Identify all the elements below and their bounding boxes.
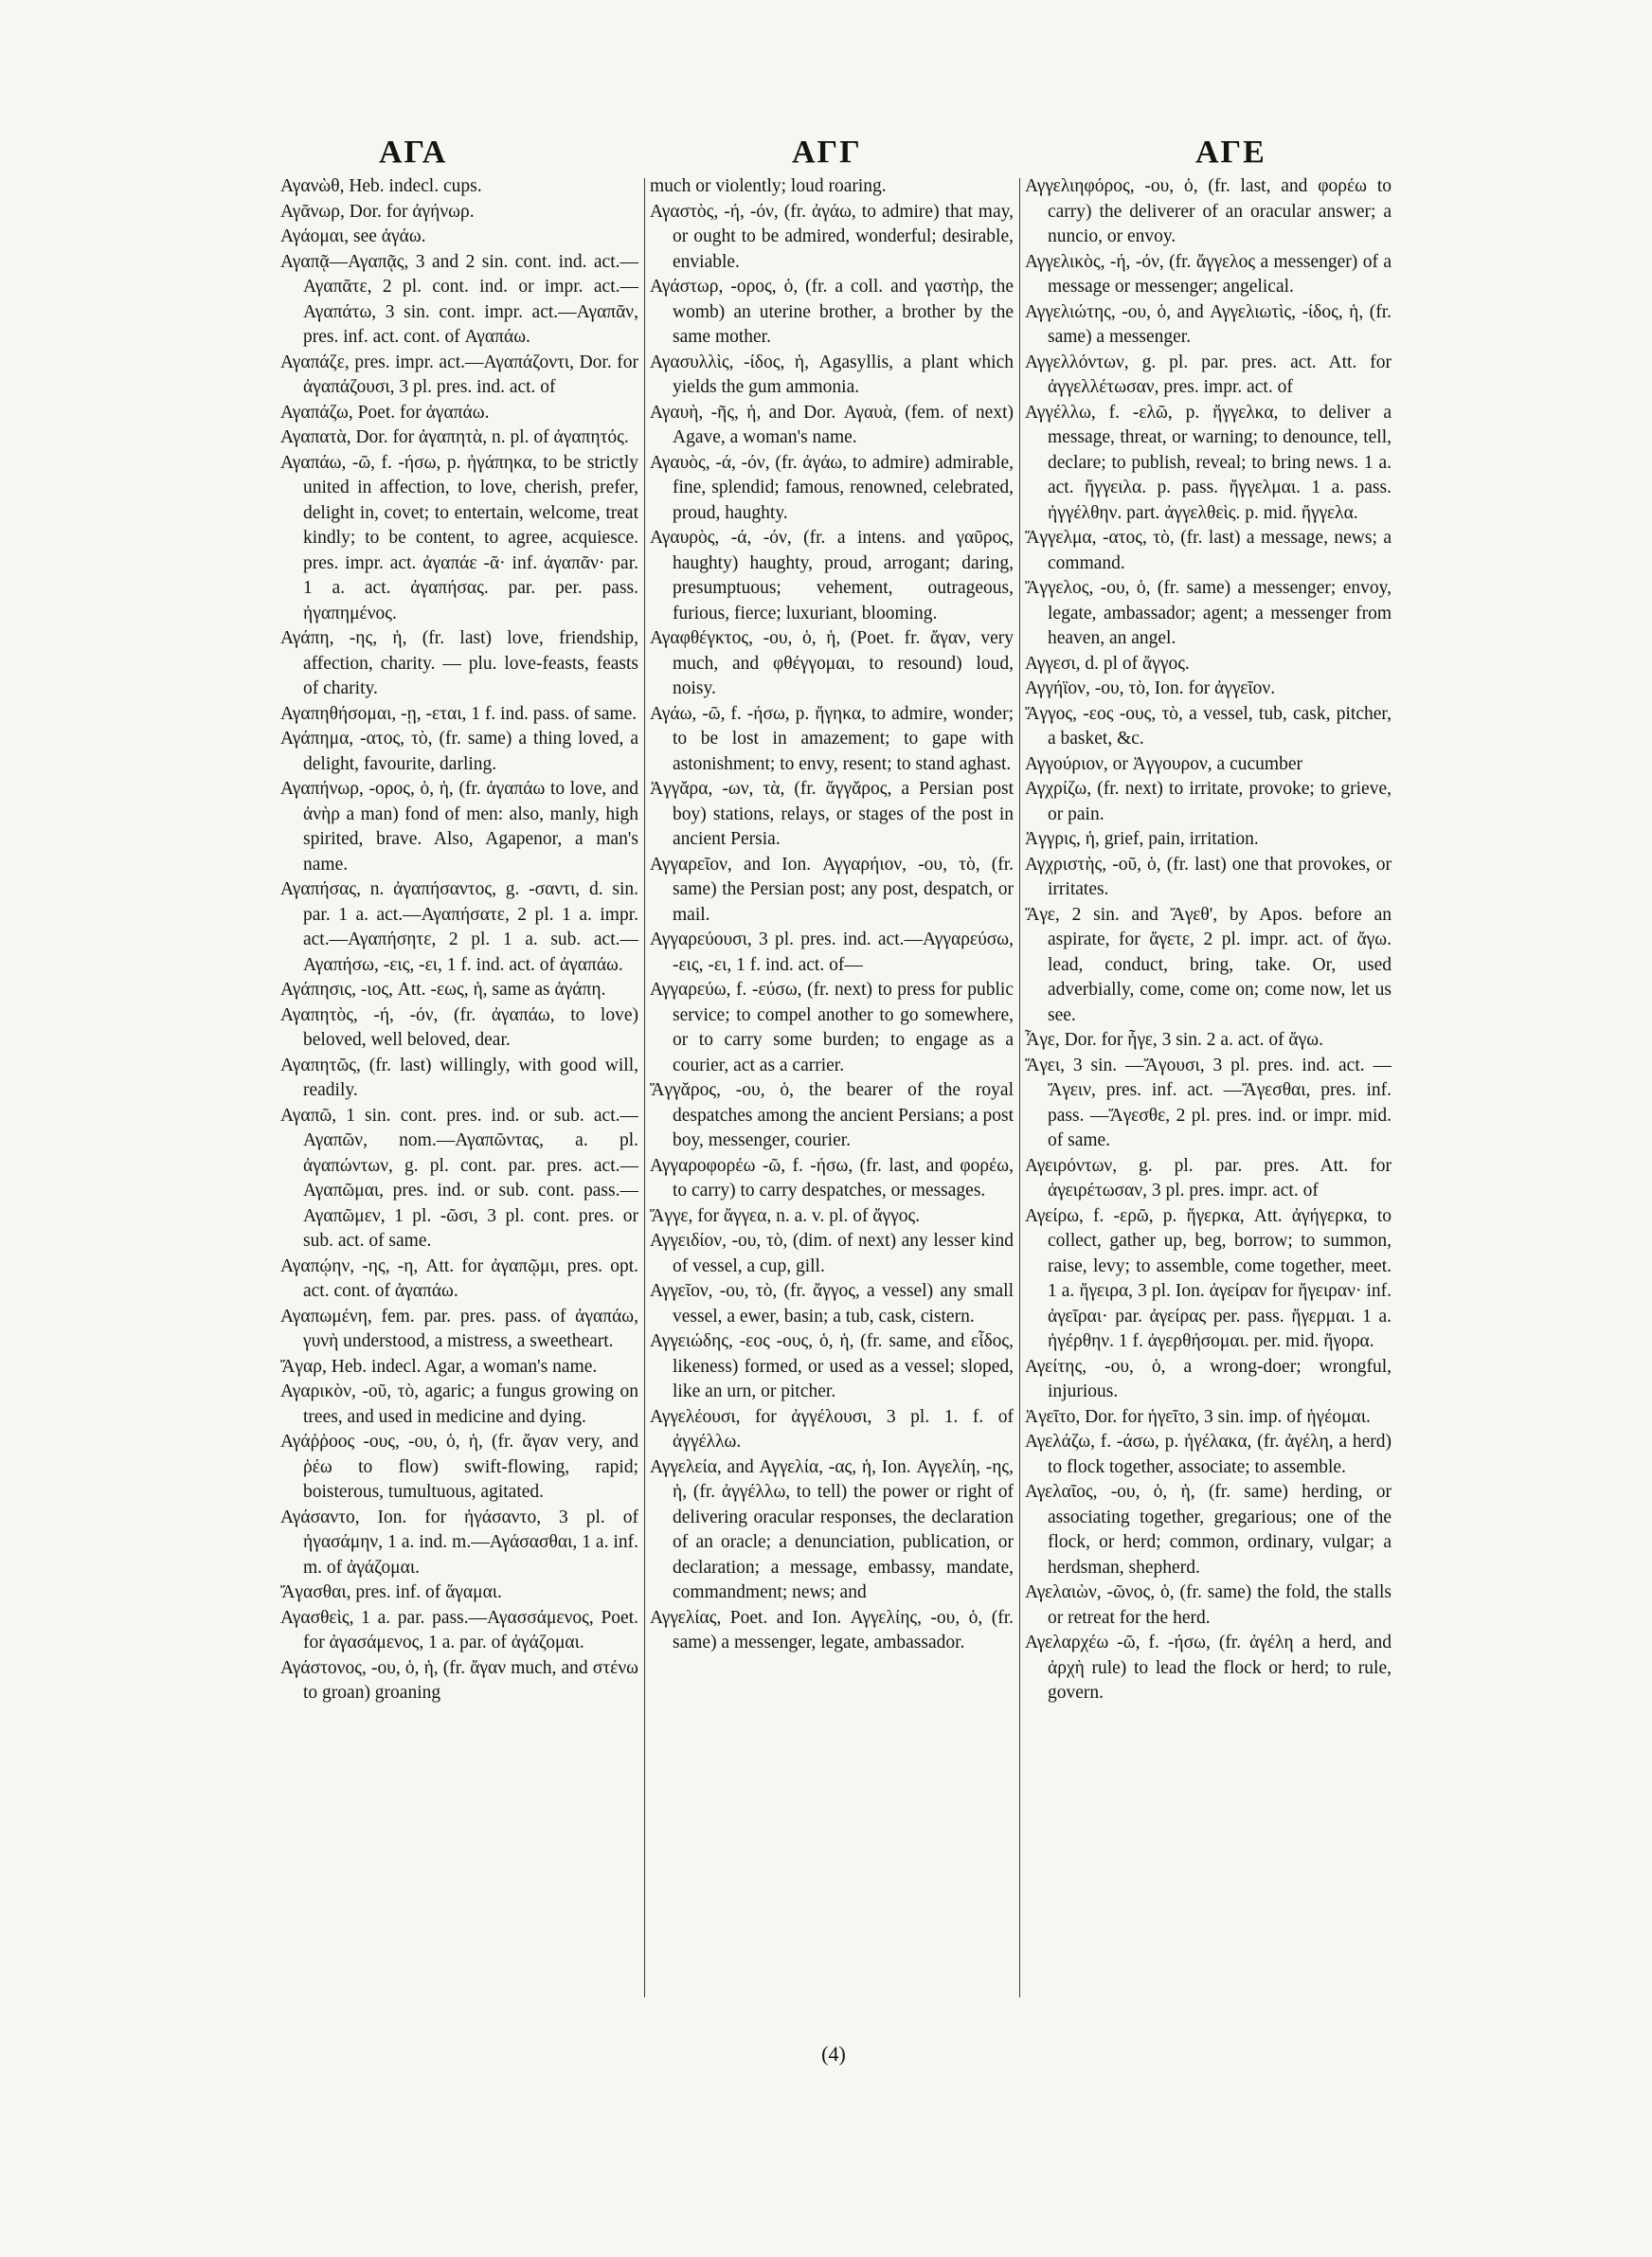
dictionary-entry: Αγάομαι, see ἀγάω. [280, 226, 426, 246]
column-right [1025, 174, 1392, 2036]
dictionary-entry: Αγγελλόντων, g. pl. par. pres. act. Att. for ἀγγελλέτωσαν, pres. impr. act. of [1025, 352, 1392, 397]
dictionary-entry: Αγγειδίον, -ου, τὸ, (dim. of next) any lesser kind of vessel, a cup, gill. [650, 1231, 1014, 1276]
dictionary-entry: Αγγαρεύουσι, 3 pl. pres. ind. act.—Αγγαρεύσω, -εις, -ει, 1 f. ind. act. of— [650, 930, 1014, 975]
running-header-center: ΑΓΓ [792, 135, 862, 170]
dictionary-entry: Αγχριστὴς, -οῦ, ὁ, (fr. last) one that provokes, or irritates. [1025, 854, 1392, 899]
dictionary-entry: much or violently; loud roaring. [650, 176, 887, 196]
dictionary-entry: Αγασυλλὶς, -ίδος, ἡ, Agasyllis, a plant which yields the gum ammonia. [650, 352, 1014, 397]
dictionary-entry: Αγάπησις, -ιος, Att. -εως, ἡ, same as ἀγάπη. [280, 980, 606, 1000]
dictionary-entry: Αγαπατὰ, Dor. for ἀγαπητὰ, n. pl. of ἀγαπητός. [280, 427, 629, 447]
dictionary-entry: Αγάῤῥοος -ους, -ου, ὁ, ἡ, (fr. ἄγαν very, and ῥέω to flow) swift-flowing, rapid; boisterous, tumultuous, agitated. [280, 1432, 638, 1502]
dictionary-entry: Αγανὼθ, Heb. indecl. cups. [280, 176, 482, 196]
dictionary-entry: Αγαπωμένη, fem. par. pres. pass. of ἀγαπάω, γυνὴ understood, a mistress, a sweetheart. [280, 1306, 638, 1351]
dictionary-entry: Αγγούριον, or Ἀγγουρον, a cucumber [1025, 753, 1302, 774]
dictionary-entry: Αγγεῖον, -ου, τὸ, (fr. ἄγγος, a vessel) any small vessel, a ewer, basin; a tub, cask, cistern. [650, 1281, 1014, 1327]
dictionary-entry: Αγείτης, -ου, ὁ, a wrong-doer; wrongful, injurious. [1025, 1356, 1392, 1401]
dictionary-entry: Αγγελιηφόρος, -ου, ὁ, (fr. last, and φορέω to carry) the deliverer of an oracular answer; a nuncio, or envoy. [1025, 176, 1392, 246]
dictionary-entry: Αγείρω, f. -ερῶ, p. ἤγερκα, Att. ἀγήγερκα, to collect, gather up, beg, borrow; to summon, raise, levy; to assemble, come together, meet. 1 a. ἤγειρα, 3 pl. Ion. ἀγείραν for ἤγειραν· inf. ἀγεῖραι· par. ἀγείρας per. pass. ἤγερμαι. 1 a. ἠγέρθην. 1 f. ἀγερθήσομαι. per. mid. ἤγορα. [1025, 1205, 1392, 1351]
dictionary-entry: Αγαπήνωρ, -ορος, ὁ, ἡ, (fr. ἀγαπάω to love, and ἀνὴρ a man) fond of men: also, manly, high spirited, brave. Also, Agapenor, a man's name. [280, 779, 638, 875]
dictionary-entry: Ἄγγος, -εος -ους, τὸ, a vessel, tub, cask, pitcher, a basket, &c. [1025, 703, 1392, 749]
dictionary-entry: Αγαρικὸν, -οῦ, τὸ, agaric; a fungus growing on trees, and used in medicine and dying. [280, 1381, 638, 1427]
dictionary-entry: Αγγήϊον, -ου, τὸ, Ion. for ἀγγεῖον. [1025, 678, 1276, 698]
dictionary-entry: Αγγαρεύω, f. -εύσω, (fr. next) to press for public service; to compel another to go somewhere, or to carry some burden; to engage as a courier, act as a carrier. [650, 980, 1014, 1075]
dictionary-entry: Αγαπάζε, pres. impr. act.—Αγαπάζοντι, Dor. for ἀγαπάζουσι, 3 pl. pres. ind. act. of [280, 352, 638, 397]
dictionary-entry: Αγαπάζω, Poet. for ἀγαπάω. [280, 402, 490, 423]
dictionary-entry: Αγαπητὸς, -ή, -όν, (fr. ἀγαπάω, to love) beloved, well beloved, dear. [280, 1004, 638, 1050]
dictionary-entry: Ἆγε, Dor. for ἦγε, 3 sin. 2 a. act. of ἄγω. [1025, 1030, 1323, 1050]
dictionary-entry: Αγγέλλω, f. -ελῶ, p. ἤγγελκα, to deliver a message, threat, or warning; to denounce, tell, declare; to publish, reveal; to bring news. 1 a. act. ἤγγειλα. p. pass. ἤγγελμαι. 1 a. pass. ἠγγέλθην. part. ἀγγελθεὶς. p. mid. ἤγγελα. [1025, 402, 1392, 523]
dictionary-entry: Αγαφθέγκτος, -ου, ὁ, ἡ, (Poet. fr. ἄγαν, very much, and φθέγγομαι, to resound) loud, noisy. [650, 628, 1014, 698]
running-header-right: ΑΓΕ [1195, 135, 1266, 170]
dictionary-entry: Ἀγγρις, ἡ, grief, pain, irritation. [1025, 829, 1259, 849]
dictionary-entry: Αγαυρὸς, -ά, -όν, (fr. a intens. and γαῦρος, haughty) haughty, proud, arrogant; daring, presumptuous; vehement, outrageous, furious, fierce; luxuriant, blooming. [650, 528, 1014, 623]
dictionary-entry: Αγελαῖος, -ου, ὁ, ἡ, (fr. same) herding, or associating together, gregarious; one of the flock, or herd; common, ordinary, vulgar; a herdsman, shepherd. [1025, 1482, 1392, 1578]
dictionary-entry: Ἄγε, 2 sin. and Ἄγεθ', by Apos. before an aspirate, for ἄγετε, 2 pl. impr. act. of ἄγω. lead, conduct, bring, take. Or, used adverbially, come, come on; come now, let us see. [1025, 904, 1392, 1025]
dictionary-entry: Αγγειώδης, -εος -ους, ὁ, ἡ, (fr. same, and εἶδος, likeness) formed, or used as a vessel; sloped, like an urn, or pitcher. [650, 1331, 1014, 1401]
dictionary-entry: Ἄγγᾰρος, -ου, ὁ, the bearer of the royal despatches among the ancient Persians; a post boy, messenger, courier. [650, 1080, 1014, 1150]
dictionary-entry: Αγάπημα, -ατος, τὸ, (fr. same) a thing loved, a delight, favourite, darling. [280, 729, 638, 774]
dictionary-entry: Αγγελιώτης, -ου, ὁ, and Αγγελιωτὶς, -ίδος, ἡ, (fr. same) a messenger. [1025, 301, 1392, 347]
dictionary-entry: Αγαστὸς, -ή, -όν, (fr. ἀγάω, to admire) that may, or ought to be admired, wonderful; desirable, enviable. [650, 201, 1014, 272]
dictionary-entry: Αγαπῴην, -ης, -η, Att. for ἀγαπῷμι, pres. opt. act. cont. of ἀγαπάω. [280, 1255, 638, 1301]
column-rule [1019, 178, 1020, 1997]
dictionary-entry: Αγγελίας, Poet. and Ion. Αγγελίης, -ου, ὁ, (fr. same) a messenger, legate, ambassador. [650, 1607, 1014, 1652]
dictionary-entry: Αγάσαντο, Ion. for ἠγάσαντο, 3 pl. of ἠγασάμην, 1 a. ind. m.—Αγάσασθαι, 1 a. inf. m. of ἀγάζομαι. [280, 1507, 638, 1578]
dictionary-entry: Αγγεσι, d. pl of ἄγγος. [1025, 653, 1190, 674]
dictionary-entry: Αγγελεία, and Αγγελία, -ας, ἡ, Ion. Αγγελίη, -ης, ἡ, (fr. ἀγγέλλω, to tell) the power or right of delivering oracular responses, the declaration of an oracle; a denunciation, publication, or declaration; a message, embassy, mandate, commandment; news; and [650, 1456, 1014, 1602]
dictionary-entry: Αγελαιὼν, -ῶνος, ὁ, (fr. same) the fold, the stalls or retreat for the herd. [1025, 1582, 1392, 1628]
dictionary-entry: Αγγελικὸς, -ή, -όν, (fr. ἄγγελος a messenger) of a message or messenger; angelical. [1025, 251, 1392, 297]
dictionary-entry: Αγαυὴ, -ῆς, ἡ, and Dor. Αγαυὰ, (fem. of next) Agave, a woman's name. [650, 402, 1014, 447]
running-header-left: ΑΓΑ [379, 135, 448, 170]
dictionary-entry: Αγασθεὶς, 1 a. par. pass.—Αγασσάμενος, Poet. for ἀγασάμενος, 1 a. par. of ἀγάζομαι. [280, 1607, 638, 1652]
dictionary-entry: Ἄγασθαι, pres. inf. of ἄγαμαι. [280, 1582, 502, 1602]
dictionary-entry: Αγελάζω, f. -άσω, p. ἠγέλακα, (fr. ἀγέλη, a herd) to flock together, associate; to assemble. [1025, 1432, 1392, 1477]
dictionary-entry: Αγελαρχέω -ῶ, f. -ήσω, (fr. ἀγέλη a herd, and ἀρχὴ rule) to lead the flock or herd; to rule, govern. [1025, 1633, 1392, 1703]
column-rule [644, 178, 645, 1997]
page-number: (4) [821, 2042, 846, 2066]
dictionary-entry: Αγαπήσας, n. ἀγαπήσαντος, g. -σαντι, d. sin. par. 1 a. act.—Αγαπήσατε, 2 pl. 1 a. impr. act.—Αγαπήσητε, 2 pl. 1 a. sub. act.—Αγαπήσω, -εις, -ει, 1 f. ind. act. of ἀγαπάω. [280, 879, 638, 975]
dictionary-entry: Ἄγει, 3 sin. —Ἄγουσι, 3 pl. pres. ind. act. —Ἄγειν, pres. inf. act. —Ἄγεσθαι, pres. inf. pass. —Ἄγεσθε, 2 pl. pres. ind. or impr. mid. of same. [1025, 1055, 1392, 1150]
dictionary-entry: Αγαπᾷ—Αγαπᾷς, 3 and 2 sin. cont. ind. act.—Αγαπᾶτε, 2 pl. cont. ind. or impr. act.—Αγαπάτω, 3 sin. cont. impr. act.—Αγαπᾶν, pres. inf. act. cont. of Αγαπάω. [280, 251, 638, 347]
column-middle [650, 174, 1014, 2036]
dictionary-entry: Ἄγαρ, Heb. indecl. Agar, a woman's name. [280, 1356, 598, 1377]
dictionary-entry: Αγάστονος, -ου, ὁ, ἡ, (fr. ἄγαν much, and στένω to groan) groaning [280, 1657, 638, 1703]
dictionary-entry: Αγαπητῶς, (fr. last) willingly, with good will, readily. [280, 1055, 638, 1100]
dictionary-entry: Αγγαρεῖον, and Ion. Αγγαρήιον, -ου, τὸ, (fr. same) the Persian post; any post, despatch, or mail. [650, 854, 1014, 925]
dictionary-entry: Αγαπάω, -ῶ, f. -ήσω, p. ἠγάπηκα, to be strictly united in affection, to love, cherish, prefer, delight in, covet; to entertain, welcome, treat kindly; to be content, to agree, acquiesce. pres. impr. act. ἀγαπάε -ᾶ· inf. ἀγαπᾶν· par. 1 a. act. ἀγαπήσας. par. per. pass. ἠγαπημένος. [280, 452, 638, 623]
dictionary-entry: Ἄγγελος, -ου, ὁ, (fr. same) a messenger; envoy, legate, ambassador; agent; a messenger from heaven, an angel. [1025, 578, 1392, 648]
dictionary-entry: Αγᾶνωρ, Dor. for ἀγήνωρ. [280, 201, 475, 222]
dictionary-entry: Αγγαροφορέω -ῶ, f. -ήσω, (fr. last, and φορέω, to carry) to carry despatches, or messages. [650, 1155, 1014, 1201]
dictionary-entry: Αγάω, -ῶ, f. -ήσω, p. ἤγηκα, to admire, wonder; to be lost in amazement; to gape with astonishment; to envy, resent; to stand aghast. [650, 703, 1014, 774]
dictionary-entry: Αγάπη, -ης, ἡ, (fr. last) love, friendship, affection, charity. — plu. love-feasts, feasts of charity. [280, 628, 638, 698]
dictionary-entry: Αγάστωρ, -ορος, ὁ, (fr. a coll. and γαστὴρ, the womb) an uterine brother, a brother by the same mother. [650, 277, 1014, 347]
column-left [280, 174, 638, 2036]
dictionary-entry: Ἄγγελμα, -ατος, τὸ, (fr. last) a message, news; a command. [1025, 528, 1392, 573]
dictionary-entry: Ἀγγᾰρα, -ων, τὰ, (fr. ἄγγᾰρος, a Persian post boy) stations, relays, or stages of the post in ancient Persia. [650, 779, 1014, 849]
dictionary-entry: Αγαπηθήσομαι, -ῃ, -εται, 1 f. ind. pass. of same. [280, 703, 637, 724]
dictionary-entry: Αγχρίζω, (fr. next) to irritate, provoke; to grieve, or pain. [1025, 779, 1392, 824]
dictionary-entry: Αγαυὸς, -ά, -όν, (fr. ἀγάω, to admire) admirable, fine, splendid; famous, renowned, celebrated, proud, haughty. [650, 452, 1014, 523]
dictionary-entry: Αγγελέουσι, for ἀγγέλουσι, 3 pl. 1. f. of ἀγγέλλω. [650, 1406, 1014, 1452]
dictionary-entry: Ἀγεῖτο, Dor. for ἡγεῖτο, 3 sin. imp. of ἡγέομαι. [1025, 1406, 1371, 1427]
dictionary-entry: Αγειρόντων, g. pl. par. pres. Att. for ἀγειρέτωσαν, 3 pl. pres. impr. act. of [1025, 1155, 1392, 1201]
dictionary-entry: Ἄγγε, for ἄγγεα, n. a. v. pl. of ἄγγος. [650, 1205, 921, 1226]
dictionary-entry: Αγαπῶ, 1 sin. cont. pres. ind. or sub. act.—Αγαπῶν, nom.—Αγαπῶντας, a. pl. ἀγαπώντων, g. pl. cont. par. pres. act.—Αγαπῶμαι, pres. ind. or sub. cont. pass.—Αγαπῶμεν, 1 pl. -ῶσι, 3 pl. cont. pres. or sub. act. of same. [280, 1105, 638, 1251]
